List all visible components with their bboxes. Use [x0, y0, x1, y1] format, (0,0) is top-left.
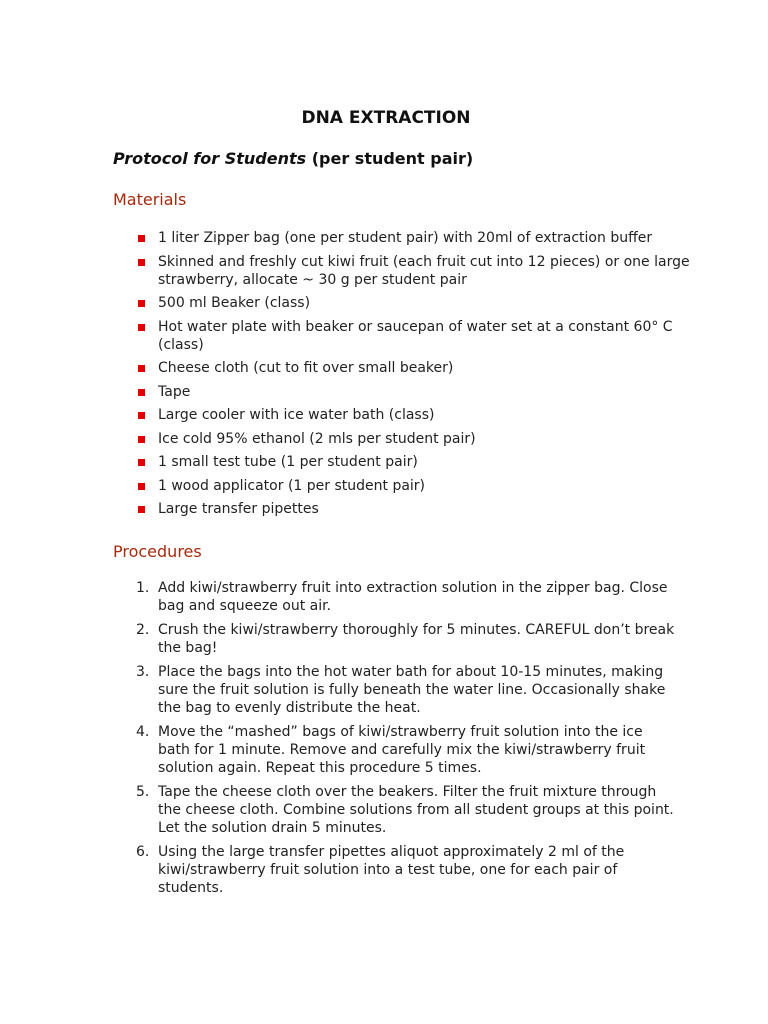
- procedure-step: [136, 663, 676, 717]
- list-item: [136, 294, 696, 312]
- material-text: Large cooler with ice water bath (class): [158, 407, 435, 423]
- step-number: 5.: [136, 784, 150, 800]
- materials-list: [136, 229, 696, 524]
- document-title: DNA EXTRACTION: [301, 108, 471, 128]
- procedure-step: [136, 783, 676, 837]
- step-number: 2.: [136, 622, 150, 638]
- step-number: 1.: [136, 580, 150, 596]
- procedures-heading: Procedures: [113, 542, 202, 561]
- material-text: Hot water plate with beaker or saucepan of water set at a constant 60° C (class): [158, 318, 673, 353]
- step-text: Using the large transfer pipettes aliquot approximately 2 ml of the kiwi/strawberry fruit solution into a test tube, one for each pair of students.: [158, 844, 625, 896]
- material-text: 500 ml Beaker (class): [158, 295, 311, 311]
- list-item: [136, 406, 696, 424]
- square-bullet-icon: [138, 324, 145, 331]
- square-bullet-icon: [138, 389, 145, 396]
- square-bullet-icon: [138, 506, 145, 513]
- list-item: [136, 453, 696, 471]
- procedures-list: [136, 579, 676, 903]
- material-text: 1 liter Zipper bag (one per student pair) with 20ml of extraction buffer: [158, 230, 653, 246]
- material-text: 1 wood applicator (1 per student pair): [158, 477, 426, 494]
- material-text: Ice cold 95% ethanol (2 mls per student pair): [158, 430, 476, 447]
- step-number: 3.: [136, 664, 150, 680]
- square-bullet-icon: [138, 436, 145, 443]
- step-text: Tape the cheese cloth over the beakers. Filter the fruit mixture through the cheese cloth. Combine solutions from all student groups at this point. Let the solution drain 5 minutes.: [158, 784, 674, 836]
- list-item: [136, 229, 696, 247]
- square-bullet-icon: [138, 300, 145, 307]
- subtitle-italic: Protocol for Students: [113, 149, 307, 168]
- subtitle-rest: (per student pair): [306, 149, 474, 168]
- material-text: Skinned and freshly cut kiwi fruit (each fruit cut into 12 pieces) or one large strawberry, allocate ~ 30 g per student pair: [158, 253, 690, 288]
- step-text: Place the bags into the hot water bath for about 10-15 minutes, making sure the fruit solution is fully beneath the water line. Occasionally shake the bag to evenly distribute the heat.: [158, 664, 666, 716]
- list-item: [136, 430, 696, 448]
- step-number: 4.: [136, 724, 150, 740]
- list-item: [136, 477, 696, 495]
- square-bullet-icon: [138, 459, 145, 466]
- list-item: [136, 253, 696, 289]
- list-item: [136, 359, 696, 377]
- square-bullet-icon: [138, 483, 145, 490]
- square-bullet-icon: [138, 259, 145, 266]
- square-bullet-icon: [138, 235, 145, 242]
- procedure-step: [136, 843, 676, 897]
- step-text: Move the “mashed” bags of kiwi/strawberry fruit solution into the ice bath for 1 minute. Remove and carefully mix the kiwi/strawberry fruit solution again. Repeat this procedure 5 times.: [158, 724, 646, 776]
- materials-heading: Materials: [113, 190, 187, 209]
- list-item: [136, 500, 696, 518]
- square-bullet-icon: [138, 412, 145, 419]
- material-text: Large transfer pipettes: [158, 501, 319, 517]
- material-text: 1 small test tube (1 per student pair): [158, 454, 418, 470]
- protocol-subtitle: [113, 149, 473, 168]
- step-text: Add kiwi/strawberry fruit into extraction solution in the zipper bag. Close bag and squeeze out air.: [158, 580, 668, 614]
- step-number: 6.: [136, 844, 150, 860]
- procedure-step: [136, 621, 676, 657]
- list-item: [136, 318, 696, 354]
- material-text: Tape: [158, 383, 191, 400]
- square-bullet-icon: [138, 365, 145, 372]
- list-item: [136, 383, 696, 401]
- material-text: Cheese cloth (cut to fit over small beaker): [158, 360, 454, 376]
- procedure-step: [136, 579, 676, 615]
- step-text: Crush the kiwi/strawberry thoroughly for 5 minutes. CAREFUL don’t break the bag!: [158, 622, 675, 656]
- procedure-step: [136, 723, 676, 777]
